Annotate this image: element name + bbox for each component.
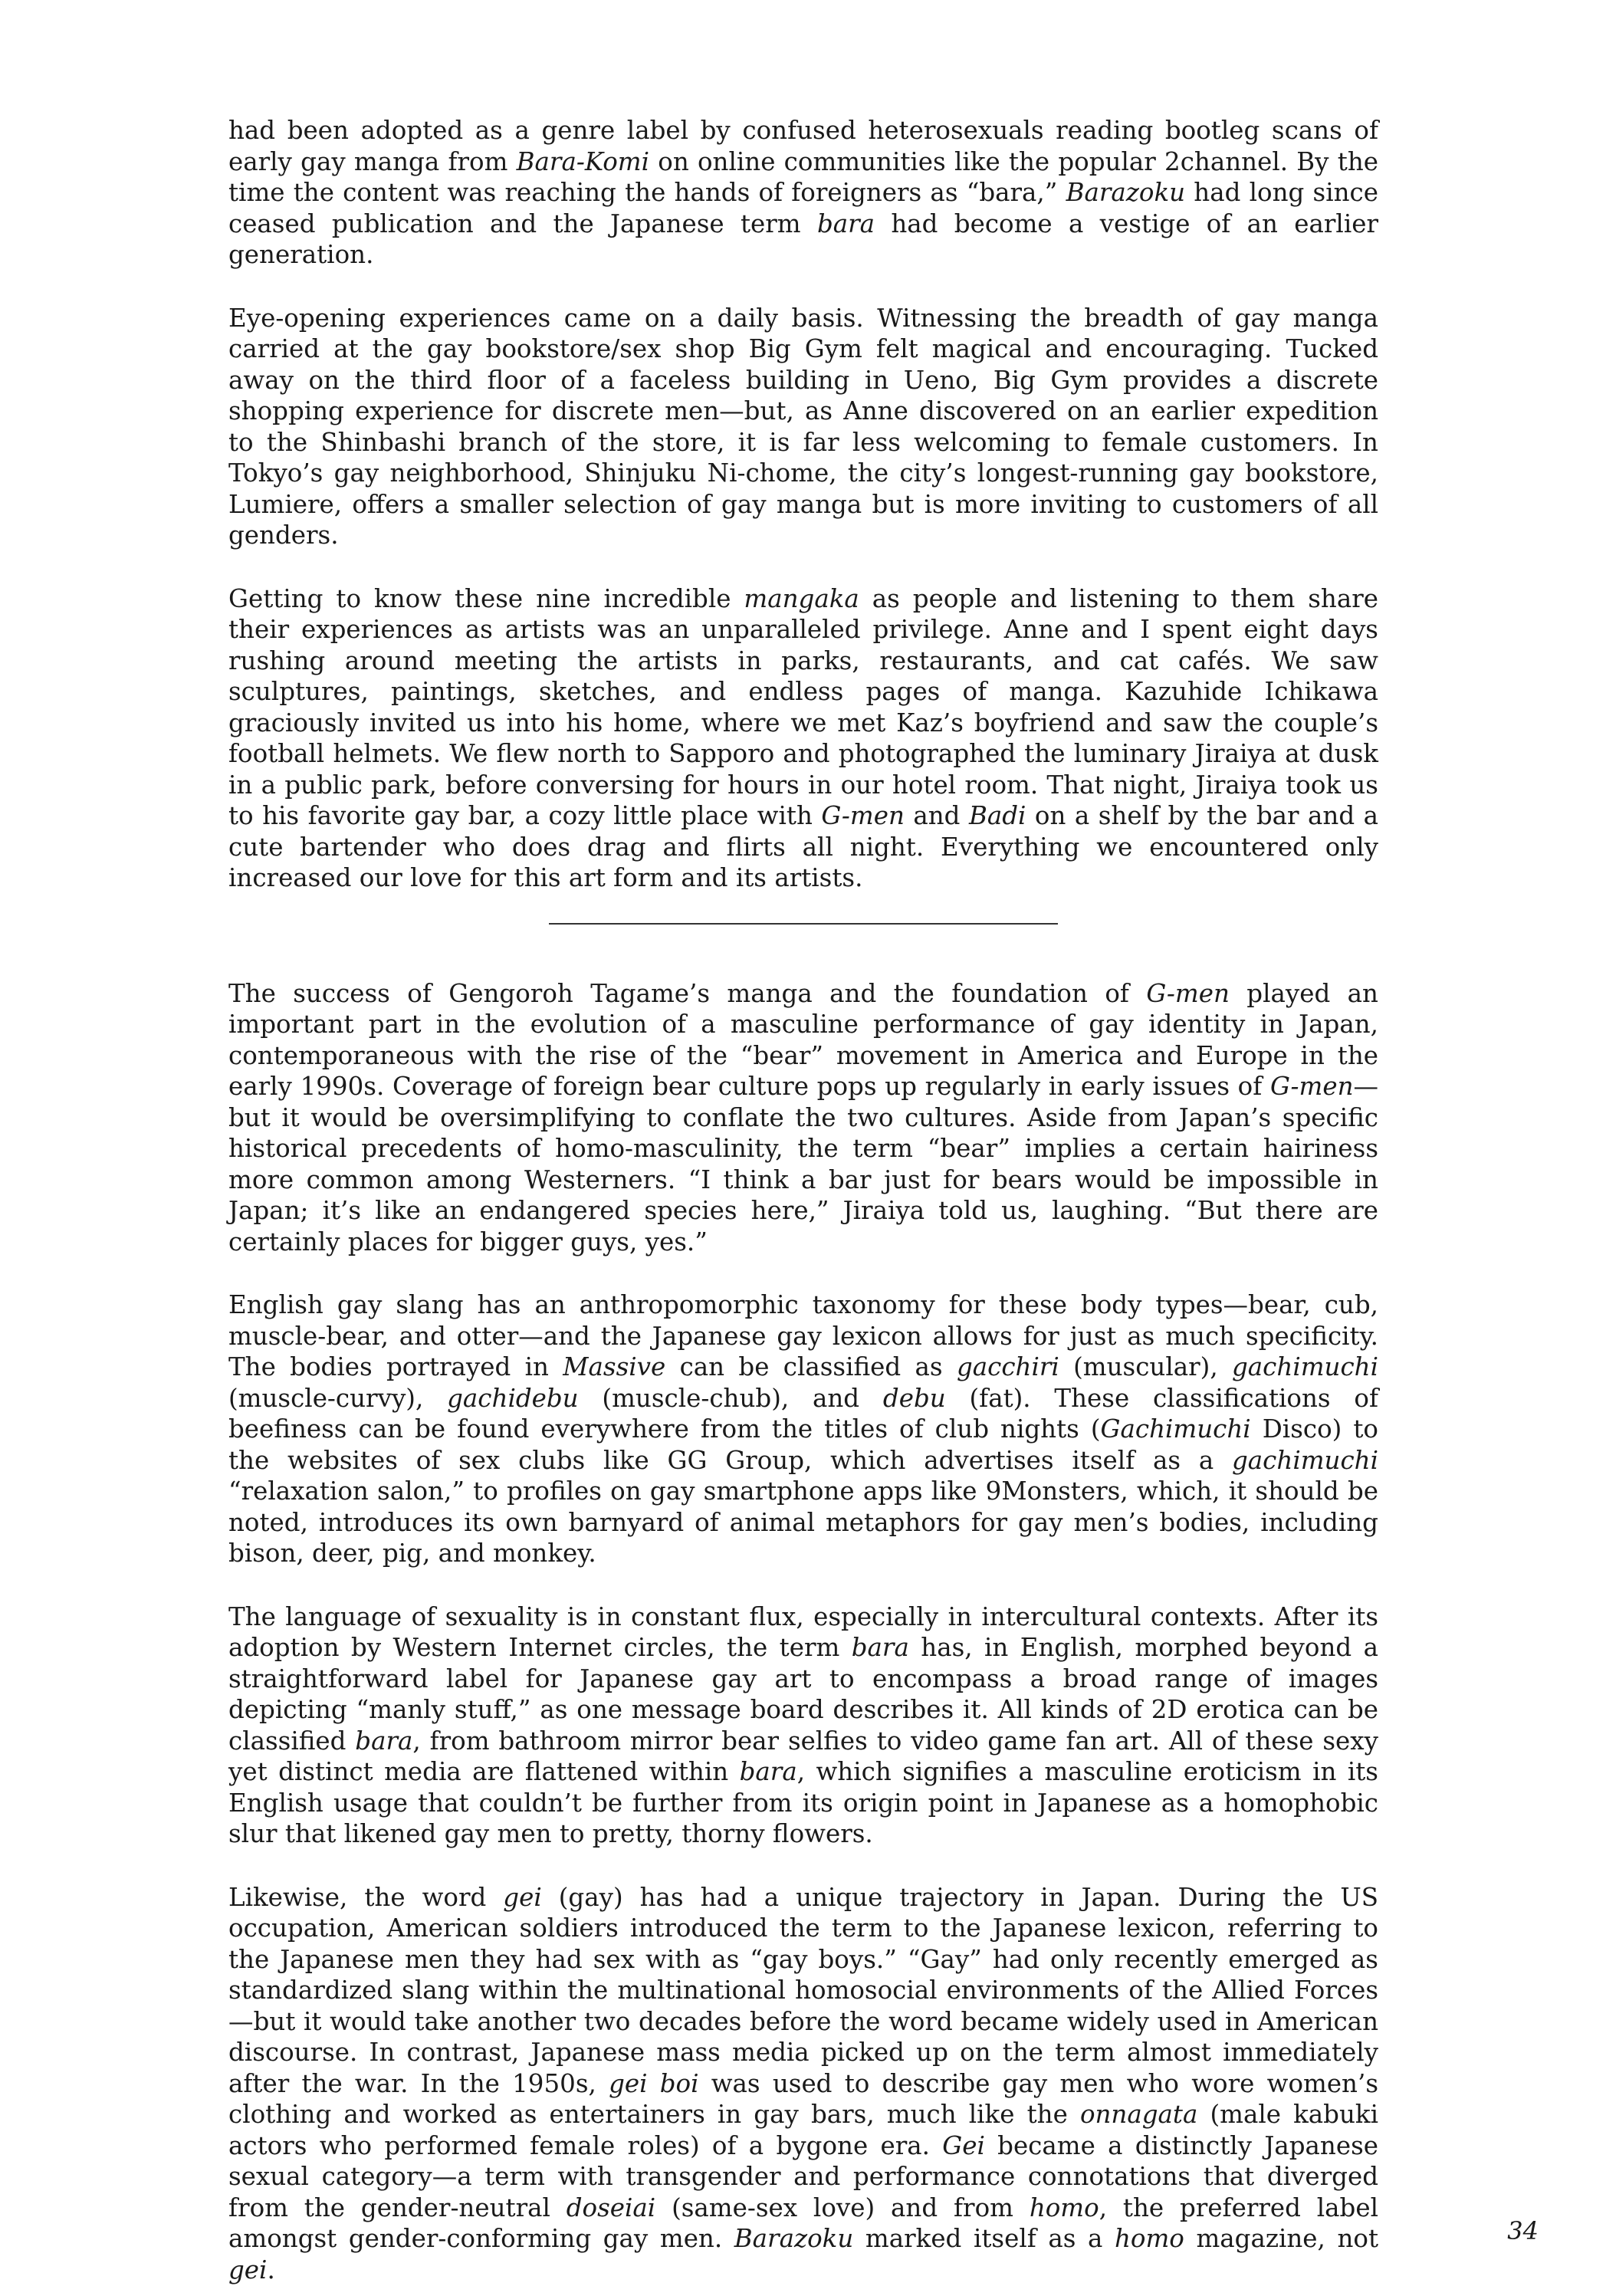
italic-term: gachidebu	[447, 1383, 579, 1413]
italic-term: Barazoku	[1066, 178, 1186, 207]
text-run: had become a vestige of an earlier generation.	[228, 209, 1378, 269]
body-text-column	[228, 115, 1378, 2285]
text-run: The success of Gengoroh Tagame’s manga and the foundation of	[228, 978, 1147, 1008]
text-run: Eye-opening experiences came on a daily basis. Witnessing the breadth of gay manga carried at the gay bookstore/sex shop Big Gym felt magical and encouraging. Tucked away on the third floor of a faceless building in Ueno, Big Gym provides a discrete shopping experience for discrete men—but, as Anne discovered on an earlier expedition to the Shinbashi branch of the store, it is far less welcoming to female customers. In Tokyo’s gay neighborhood, Shinjuku Ni-chome, the city’s longest-running gay bookstore, Lumiere, offers a smaller selection of gay manga but is more inviting to customers of all genders.	[228, 303, 1378, 550]
italic-term: gachimuchi	[1232, 1352, 1378, 1381]
text-run: “relaxation salon,” to profiles on gay smartphone apps like 9Monsters, which, it should be noted, introduces its own barnyard of animal metaphors for gay men’s bodies, including bison, deer, pig, and monkey.	[228, 1476, 1378, 1568]
italic-term: bara	[355, 1726, 413, 1756]
paragraph	[228, 1882, 1378, 2286]
italic-term: Badi	[968, 801, 1026, 830]
paragraph	[228, 115, 1378, 271]
italic-term: Massive	[563, 1352, 666, 1381]
italic-term: homo	[1114, 2224, 1184, 2253]
italic-term: gacchiri	[956, 1352, 1059, 1381]
text-run: and	[904, 801, 969, 830]
section-divider-rule	[549, 923, 1058, 925]
italic-term: G-men	[1146, 978, 1230, 1008]
text-run: had long since ceased publication and the Japanese term	[228, 178, 1378, 238]
text-run: (muscle-chub), and	[578, 1383, 883, 1413]
text-run: (male kabuki actors who performed female roles) of a bygone era.	[228, 2100, 1378, 2160]
paragraph	[228, 1601, 1378, 1850]
italic-term: Bara-Komi	[516, 146, 650, 176]
text-run: magazine, not	[1184, 2224, 1379, 2253]
italic-term: Gei	[942, 2130, 985, 2160]
text-run: has, in English, morphed beyond a straightforward label for Japanese gay art to encompass a broad range of images depicting “manly stuff,” as one message board describes it. All kinds of 2D erotica can be classified	[228, 1633, 1378, 1756]
italic-term: bara	[851, 1633, 909, 1662]
italic-term: bara	[739, 1757, 797, 1786]
text-run: , the preferred label amongst gender-conforming gay men.	[228, 2193, 1378, 2253]
italic-term: gei boi	[609, 2068, 699, 2098]
text-run: played an important part in the evolution of a masculine performance of gay identity in Japan, contemporaneous with the rise of the “bear” movement in America and Europe in the early 1990s. Coverage of foreign bear culture pops up regularly in early issues of	[228, 978, 1378, 1101]
italic-term: Gachimuchi	[1100, 1414, 1251, 1444]
italic-term: G-men	[821, 801, 905, 830]
text-run: marked itself as a	[853, 2224, 1115, 2253]
text-run: Likewise, the word	[228, 1882, 504, 1912]
text-run: (gay) has had a unique trajectory in Japan. During the US occupation, American soldiers introduced the term to the Japanese lexicon, referring to the Japanese men they had sex with as “gay boys.” “Gay” had only recently emerged as standardized slang within the multinational homosocial environments of the Allied Forces—but it would take another two decades before the word became widely used in American discourse. In contrast, Japanese mass media picked up on the term almost immediately after the war. In the 1950s,	[228, 1882, 1378, 2098]
paragraph	[228, 1289, 1378, 1569]
text-run: had been adopted as a genre label by confused heterosexuals reading bootleg scans of early gay manga from	[228, 116, 1378, 176]
text-run: was used to describe gay men who wore women’s clothing and worked as entertainers in gay bars, much like the	[228, 2068, 1378, 2129]
text-run: —but it would be oversimplifying to conflate the two cultures. Aside from Japan’s specific historical precedents of homo-masculinity, the term “bear” implies a certain hairiness more common among Westerners. “I think a bar just for bears would be impossible in Japan; it’s like an endangered species here,” Jiraiya told us, laughing. “But there are certainly places for bigger guys, yes.”	[228, 1072, 1378, 1256]
text-run: Getting to know these nine incredible	[228, 583, 744, 613]
italic-term: gei	[228, 2255, 268, 2285]
text-run: (muscular),	[1059, 1352, 1232, 1381]
text-run: can be classified as	[665, 1352, 957, 1381]
italic-term: Barazoku	[734, 2224, 854, 2253]
italic-term: doseiai	[566, 2193, 656, 2222]
italic-term: G-men	[1269, 1072, 1354, 1101]
paragraph	[228, 583, 1378, 894]
italic-term: gei	[503, 1882, 542, 1912]
text-run: on a shelf by the bar and a cute bartender who does drag and flirts all night. Everything we encountered only increased our love for this art form and its artists.	[228, 801, 1378, 892]
text-run: English gay slang has an anthropomorphic taxonomy for these body types—bear, cub, muscle-bear, and otter—and the Japanese gay lexicon allows for just as much specificity. The bodies portrayed in	[228, 1290, 1378, 1381]
italic-term: gachimuchi	[1232, 1445, 1378, 1475]
italic-term: onnagata	[1079, 2100, 1198, 2129]
text-run: (same-sex love) and from	[655, 2193, 1030, 2222]
text-run: as people and listening to them share their experiences as artists was an unparalleled privilege. Anne and I spent eight days rushing around meeting the artists in parks, restaurants, and cat cafés. We saw sculptures, paintings, sketches, and endless pages of manga. Kazuhide Ichikawa graciously invited us into his home, where we met Kaz’s boyfriend and saw the couple’s football helmets. We flew north to Sapporo and photographed the luminary Jiraiya at dusk in a public park, before conversing for hours in our hotel room. That night, Jiraiya took us to his favorite gay bar, a cozy little place with	[228, 583, 1378, 830]
text-run: on online communities like the popular 2channel. By the time the content was reaching the hands of foreigners as “bara,”	[228, 146, 1378, 207]
italic-term: homo	[1029, 2193, 1099, 2222]
text-run: became a distinctly Japanese sexual category—a term with transgender and performance connotations that diverged from the gender-neutral	[228, 2130, 1378, 2222]
text-run: .	[267, 2255, 275, 2285]
text-run: Disco) to the websites of sex clubs like GG Group, which advertises itself as a	[228, 1414, 1378, 1475]
italic-term: debu	[882, 1383, 946, 1413]
text-run: (fat). These classifications of beefiness can be found everywhere from the titles of club nights (	[228, 1383, 1378, 1444]
section-one	[228, 115, 1378, 894]
paragraph	[228, 303, 1378, 551]
italic-term: bara	[816, 209, 875, 238]
text-run: (muscle-curvy),	[228, 1383, 448, 1413]
section-two	[228, 978, 1378, 2286]
italic-term: mangaka	[744, 583, 859, 613]
text-run: , from bathroom mirror bear selfies to video game fan art. All of these sexy yet distinct media are flattened within	[228, 1726, 1378, 1786]
paragraph	[228, 978, 1378, 1258]
text-run: The language of sexuality is in constant flux, especially in intercultural contexts. After its adoption by Western Internet circles, the term	[228, 1601, 1378, 1662]
page-number: 34	[1507, 2216, 1539, 2245]
text-run: , which signifies a masculine eroticism in its English usage that couldn’t be further from its origin point in Japanese as a homophobic slur that likened gay men to pretty, thorny flowers.	[228, 1757, 1378, 1848]
